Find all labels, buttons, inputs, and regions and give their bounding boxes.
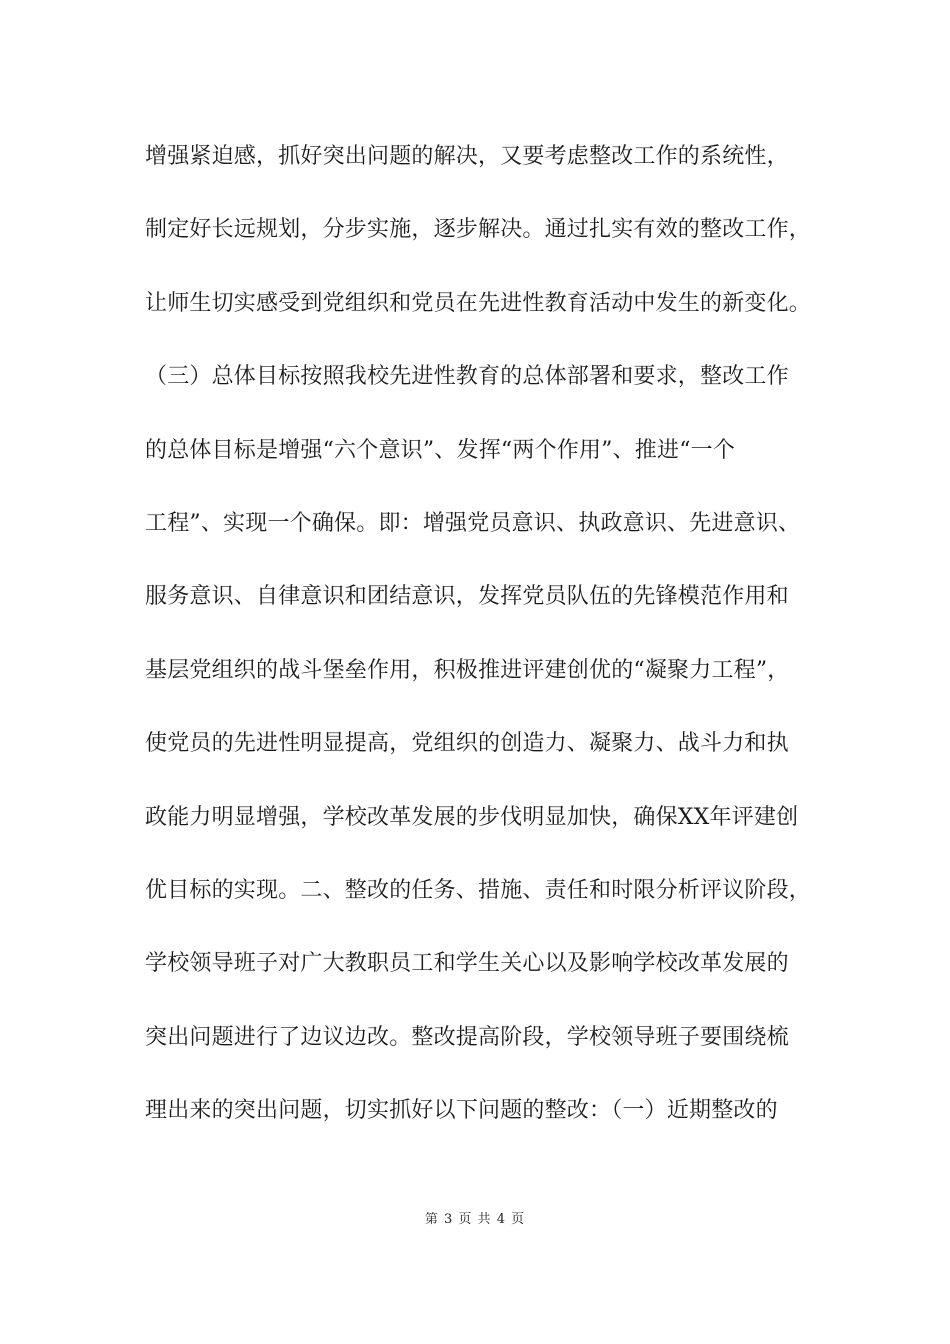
- text-line: 增强紧迫感，抓好突出问题的解决，又要考虑整改工作的系统性，: [145, 144, 789, 169]
- text-line: 基层党组织的战斗堡垒作用，积极推进评建创优的“凝聚力工程”，: [145, 657, 790, 683]
- text-line: 使党员的先进性明显提高，党组织的创造力、凝聚力、战斗力和执: [145, 731, 789, 757]
- text-line: 工程”、实现一个确保。即：增强党员意识、执政意识、先进意识、: [145, 510, 801, 536]
- text-line: 政能力明显增强，学校改革发展的步伐明显加快，确保XX年评建创: [145, 804, 799, 830]
- text-line: 理出来的突出问题，切实抓好以下问题的整改：（一）近期整改的: [145, 1098, 778, 1124]
- body-text: [145, 132, 835, 1159]
- text-line: 让师生切实感受到党组织和党员在先进性教育活动中发生的新变化。: [145, 290, 812, 316]
- text-line: （三）总体目标按照我校先进性教育的总体部署和要求，整改工作: [145, 364, 789, 390]
- text-line: 优目标的实现。二、整改的任务、措施、责任和时限分析评议阶段，: [145, 877, 812, 903]
- page-number-label: 第 3 页 共 4 页: [424, 1212, 526, 1227]
- text-line: 的总体目标是增强“六个意识”、发挥“两个作用”、推进“一个: [145, 437, 736, 463]
- text-line: 制定好长远规划，分步实施，逐步解决。通过扎实有效的整改工作，: [145, 217, 812, 243]
- text-line: 突出问题进行了边议边改。整改提高阶段，学校领导班子要围绕梳: [145, 1024, 789, 1050]
- text-line: 学校领导班子对广大教职员工和学生关心以及影响学校改革发展的: [145, 951, 789, 977]
- page-footer: [0, 1208, 950, 1227]
- text-line: 服务意识、自律意识和团结意识，发挥党员队伍的先锋模范作用和: [145, 584, 789, 610]
